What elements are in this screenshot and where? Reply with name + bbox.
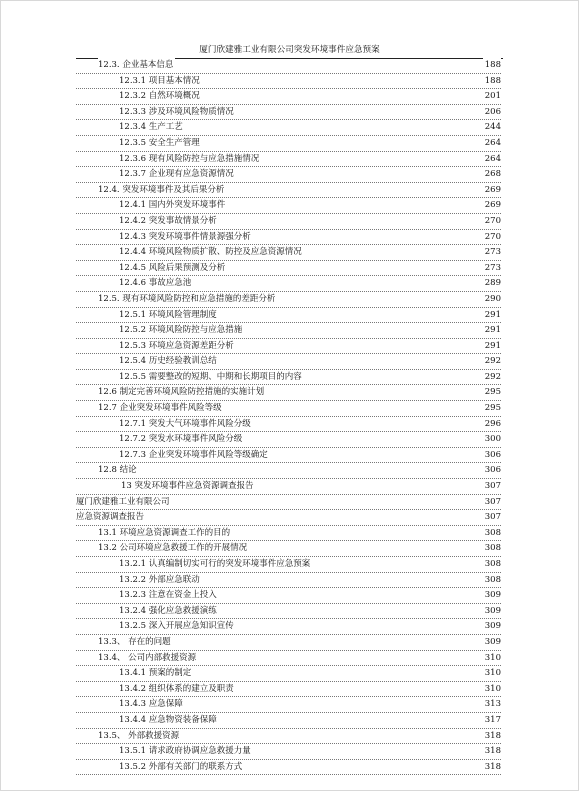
toc-entry-title: 12.4.5 风险后果预测及分析	[119, 261, 227, 276]
toc-entry-page-number: 292	[483, 370, 501, 385]
toc-entry-title: 12.4.6 事故应急池	[119, 276, 193, 291]
toc-entry-title: 应急资源调查报告	[76, 510, 146, 525]
toc-entry-page-number: 309	[483, 619, 501, 634]
toc-entry[interactable]	[76, 89, 501, 105]
toc-entry-page-number: 291	[483, 308, 501, 323]
toc-entry[interactable]	[76, 510, 501, 526]
toc-entry-title: 13.5.1 请求政府协调应急救援力量	[119, 744, 253, 759]
toc-entry-title: 13.4.3 应急保障	[119, 697, 185, 712]
toc-entry-page-number: 290	[483, 292, 501, 307]
toc-entry-page-number: 308	[483, 541, 501, 556]
toc-entry[interactable]	[76, 541, 501, 557]
toc-entry-page-number: 188	[483, 58, 501, 73]
toc-entry-page-number: 188	[483, 74, 501, 89]
toc-entry-title: 13.4.2 组织体系的建立及职责	[119, 682, 236, 697]
toc-entry-title: 12.4.1 国内外突发环境事件	[119, 198, 227, 213]
toc-entry-page-number: 313	[483, 697, 501, 712]
toc-entry[interactable]	[76, 261, 501, 277]
toc-entry-page-number: 273	[483, 245, 501, 260]
toc-entry-title: 12.5.2 环境风险防控与应急措施	[119, 323, 244, 338]
toc-entry-title: 12.6 制定完善环境风险防控措施的实施计划	[98, 385, 266, 400]
toc-entry-page-number: 270	[483, 230, 501, 245]
toc-entry-title: 12.7.3 企业突发环境事件风险等级确定	[119, 448, 270, 463]
toc-entry[interactable]	[76, 105, 501, 121]
toc-entry-title: 12.8 结论	[98, 463, 139, 478]
toc-entry-title: 12.3. 企业基本信息	[98, 58, 175, 73]
toc-entry-title: 13.4.4 应急物资装备保障	[119, 713, 219, 728]
toc-entry-title: 13.3、 存在的问题	[98, 635, 173, 650]
toc-entry-page-number: 206	[483, 105, 501, 120]
toc-entry[interactable]	[76, 136, 501, 152]
toc-entry[interactable]	[76, 573, 501, 589]
toc-entry-page-number: 300	[483, 432, 501, 447]
toc-entry-page-number: 296	[483, 417, 501, 432]
toc-entry-title: 13.2.3 注意在资金上投入	[119, 588, 219, 603]
toc-entry-page-number: 318	[483, 729, 501, 744]
toc-entry[interactable]	[76, 463, 501, 479]
toc-entry-title: 12.4.4 环境风险物质扩散、防控及应急资源情况	[119, 245, 304, 260]
toc-entry-page-number: 269	[483, 198, 501, 213]
toc-entry-page-number: 289	[483, 276, 501, 291]
toc-entry[interactable]	[76, 682, 501, 698]
toc-entry[interactable]	[76, 713, 501, 729]
toc-entry[interactable]	[76, 167, 501, 183]
toc-entry-title: 13.4、 公司内部救援资源	[98, 651, 198, 666]
toc-entry[interactable]	[76, 729, 501, 745]
toc-entry-title: 12.5.4 历史经验教训总结	[119, 354, 219, 369]
toc-entry[interactable]	[76, 354, 501, 370]
toc-entry-title: 13.2.2 外部应急联动	[119, 573, 202, 588]
toc-entry-title: 12.3.5 安全生产管理	[119, 136, 202, 151]
table-of-contents	[76, 58, 501, 775]
running-header: 厦门欣建雅工业有限公司突发环境事件应急预案	[199, 45, 380, 55]
toc-entry-title: 13.2.5 深入开展应急知识宣传	[119, 619, 236, 634]
toc-entry-title: 12.3.7 企业现有应急资源情况	[119, 167, 236, 182]
toc-entry[interactable]	[76, 417, 501, 433]
toc-entry-page-number: 310	[483, 666, 501, 681]
toc-entry[interactable]	[76, 448, 501, 464]
toc-entry[interactable]	[76, 308, 501, 324]
toc-entry-title: 12.4.2 突发事故情景分析	[119, 214, 219, 229]
toc-entry[interactable]	[76, 666, 501, 682]
toc-entry-title: 13.2 公司环境应急救援工作的开展情况	[98, 541, 249, 556]
toc-entry[interactable]	[76, 245, 501, 261]
toc-entry-page-number: 318	[483, 760, 501, 775]
toc-entry[interactable]	[76, 152, 501, 168]
toc-entry-page-number: 291	[483, 339, 501, 354]
toc-entry-page-number: 309	[483, 604, 501, 619]
toc-entry-page-number: 306	[483, 448, 501, 463]
toc-entry-page-number: 270	[483, 214, 501, 229]
toc-entry-title: 13.4.1 预案的制定	[119, 666, 193, 681]
toc-entry-page-number: 295	[483, 385, 501, 400]
toc-entry-title: 12.3.2 自然环境概况	[119, 89, 202, 104]
toc-entry-page-number: 201	[483, 89, 501, 104]
toc-entry-page-number: 307	[483, 510, 501, 525]
toc-entry[interactable]	[76, 557, 501, 573]
toc-entry-page-number: 309	[483, 635, 501, 650]
toc-entry-page-number: 292	[483, 354, 501, 369]
toc-entry-page-number: 307	[483, 495, 501, 510]
toc-entry-page-number: 269	[483, 183, 501, 198]
toc-entry[interactable]	[76, 619, 501, 635]
toc-entry-title: 12.3.3 涉及环境风险物质情况	[119, 105, 236, 120]
toc-entry[interactable]	[76, 588, 501, 604]
toc-entry-page-number: 308	[483, 526, 501, 541]
toc-entry-page-number: 309	[483, 588, 501, 603]
toc-entry[interactable]	[76, 385, 501, 401]
toc-entry[interactable]	[76, 58, 501, 74]
toc-entry-page-number: 308	[483, 573, 501, 588]
toc-entry-page-number: 306	[483, 463, 501, 478]
toc-entry-title: 12.5.1 环境风险管理制度	[119, 308, 219, 323]
toc-entry-title: 厦门欣建雅工业有限公司	[76, 495, 172, 510]
toc-entry-title: 13.5.2 外部有关部门的联系方式	[119, 760, 244, 775]
toc-entry[interactable]	[76, 323, 501, 339]
toc-entry[interactable]	[76, 495, 501, 511]
toc-entry-title: 13.5、 外部救援资源	[98, 729, 181, 744]
toc-entry-page-number: 264	[483, 136, 501, 151]
toc-entry-title: 12.5.3 环境应急资源差距分析	[119, 339, 236, 354]
toc-entry-title: 13 突发环境事件应急资源调查报告	[121, 479, 256, 494]
toc-entry-page-number: 310	[483, 682, 501, 697]
toc-entry-page-number: 264	[483, 152, 501, 167]
toc-entry[interactable]	[76, 74, 501, 90]
toc-entry[interactable]	[76, 635, 501, 651]
toc-entry-title: 12.7.2 突发水环境事件风险分级	[119, 432, 244, 447]
toc-entry-title: 12.3.1 项目基本情况	[119, 74, 202, 89]
toc-entry[interactable]	[76, 526, 501, 542]
toc-entry-title: 12.5.5 需要整改的短期、中期和长期项目的内容	[119, 370, 304, 385]
toc-entry[interactable]	[76, 760, 501, 776]
toc-entry-page-number: 307	[483, 479, 501, 494]
toc-entry-title: 13.1 环境应急资源调查工作的目的	[98, 526, 232, 541]
toc-entry-title: 12.5. 现有环境风险防控和应急措施的差距分析	[98, 292, 277, 307]
toc-entry[interactable]	[76, 697, 501, 713]
toc-entry-page-number: 318	[483, 744, 501, 759]
toc-entry[interactable]	[76, 744, 501, 760]
toc-entry[interactable]	[76, 198, 501, 214]
toc-entry[interactable]	[76, 401, 501, 417]
toc-entry-page-number: 317	[483, 713, 501, 728]
toc-entry-page-number: 308	[483, 557, 501, 572]
toc-entry[interactable]	[76, 651, 501, 667]
toc-entry-title: 12.4. 突发环境事件及其后果分析	[98, 183, 226, 198]
toc-entry[interactable]	[76, 230, 501, 246]
toc-entry-title: 13.2.4 强化应急救援演练	[119, 604, 219, 619]
toc-entry-page-number: 268	[483, 167, 501, 182]
toc-entry-title: 12.3.6 现有风险防控与应急措施情况	[119, 152, 261, 167]
toc-entry-title: 13.2.1 认真编制切实可行的突发环境事件应急预案	[119, 557, 312, 572]
toc-entry[interactable]	[76, 183, 501, 199]
toc-entry[interactable]	[76, 604, 501, 620]
toc-entry-page-number: 273	[483, 261, 501, 276]
toc-entry[interactable]	[76, 276, 501, 292]
toc-entry[interactable]	[76, 120, 501, 136]
toc-entry[interactable]	[76, 214, 501, 230]
toc-entry-page-number: 291	[483, 323, 501, 338]
toc-entry-page-number: 295	[483, 401, 501, 416]
toc-entry-title: 12.3.4 生产工艺	[119, 120, 185, 135]
toc-entry[interactable]	[76, 292, 501, 308]
toc-entry-page-number: 244	[483, 120, 501, 135]
toc-entry[interactable]	[76, 370, 501, 386]
toc-entry-title: 12.4.3 突发环境事件情景源强分析	[119, 230, 253, 245]
toc-entry-title: 12.7.1 突发大气环境事件风险分级	[119, 417, 253, 432]
toc-entry[interactable]	[76, 339, 501, 355]
toc-entry-title: 12.7 企业突发环境事件风险等级	[98, 401, 224, 416]
toc-entry[interactable]	[76, 479, 501, 495]
toc-entry-page-number: 310	[483, 651, 501, 666]
toc-entry[interactable]	[76, 432, 501, 448]
